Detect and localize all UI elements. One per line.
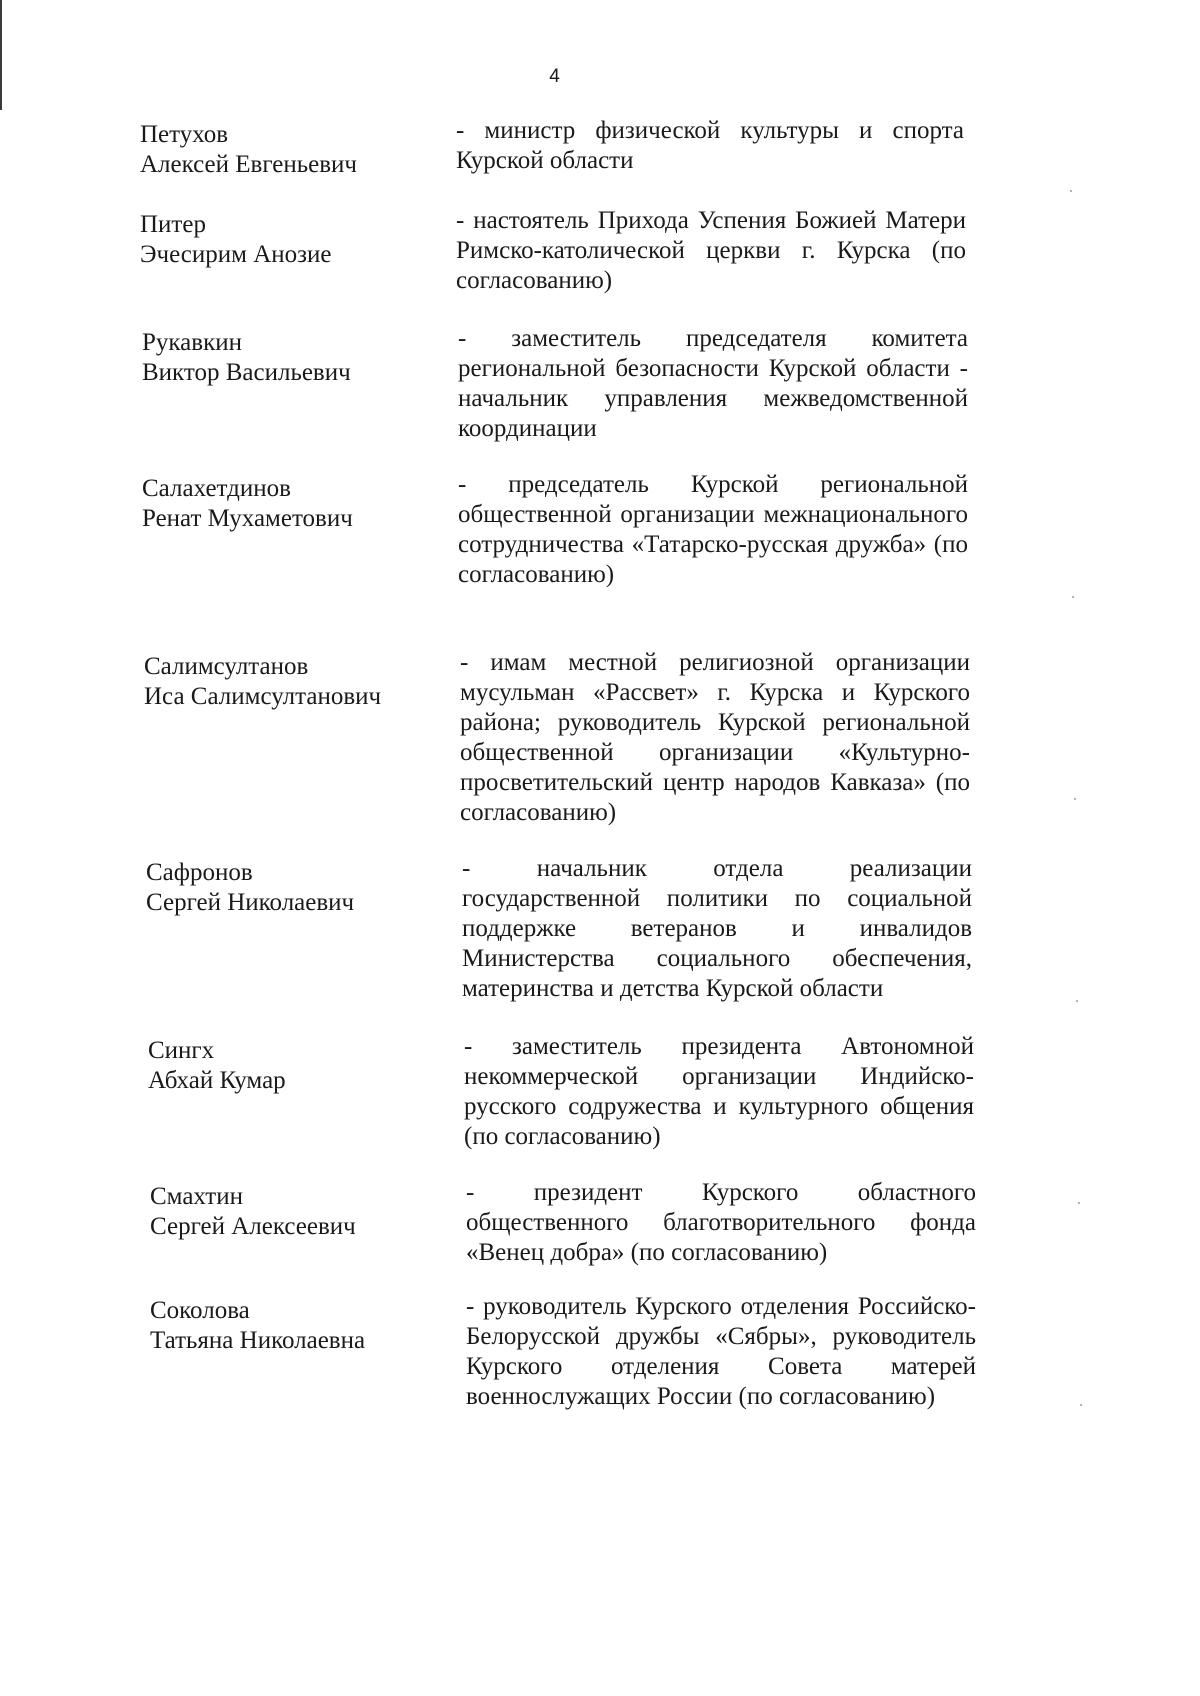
member-name — [142, 474, 442, 534]
member-given-names: Алексей Евгеньевич — [140, 151, 358, 178]
scan-speck — [1078, 1202, 1080, 1204]
member-position: - заместитель председателя комитета региональной безопасности Курской области - начальник управления межведомственной координации — [458, 325, 968, 442]
scan-speck — [1080, 1404, 1082, 1406]
member-name — [142, 328, 442, 388]
scan-edge-mark — [0, 0, 2, 110]
member-surname: Салимсултанов — [144, 653, 309, 680]
member-surname: Питер — [140, 211, 206, 238]
member-name — [150, 1182, 450, 1242]
member-name — [144, 652, 444, 712]
scan-speck — [1070, 190, 1072, 192]
member-surname: Салахетдинов — [142, 475, 291, 502]
member-name — [148, 1036, 448, 1096]
member-given-names: Татьяна Николаевна — [150, 1327, 366, 1354]
member-position: - настоятель Прихода Успения Божией Матери Римско-католической церкви г. Курска (по согласованию) — [456, 207, 966, 294]
member-surname: Соколова — [150, 1297, 250, 1324]
member-position: - министр физической культуры и спорта Курской области — [456, 117, 964, 174]
page-number: 4 — [549, 66, 560, 87]
member-given-names: Абхай Кумар — [148, 1067, 286, 1094]
member-given-names: Эчесирим Анозие — [140, 241, 332, 268]
member-surname: Петухов — [140, 121, 229, 148]
scan-speck — [1072, 596, 1074, 598]
member-name — [140, 120, 440, 180]
member-position: - заместитель президента Автономной некоммерческой организации Индийско-русского содружества и культурного общения (по согласованию) — [464, 1033, 974, 1150]
scan-speck — [1074, 798, 1076, 800]
member-surname: Сингх — [148, 1037, 215, 1064]
member-name — [140, 210, 440, 270]
member-position: - председатель Курской региональной общественной организации межнационального сотрудничества «Татарско-русская дружба» (по согласованию) — [458, 471, 968, 588]
member-name — [146, 858, 446, 918]
member-given-names: Сергей Алексеевич — [150, 1213, 356, 1240]
member-position: - имам местной религиозной организации мусульман «Рассвет» г. Курска и Курского района; руководитель Курской региональной общественной организации «Культурно-просветительский центр народов Кавказа» (по согласованию) — [460, 649, 970, 826]
member-surname: Смахтин — [150, 1183, 243, 1210]
member-surname: Сафронов — [146, 859, 253, 886]
member-position: - президент Курского областного общественного благотворительного фонда «Венец добра» (по согласованию) — [466, 1179, 976, 1266]
member-position: - руководитель Курского отделения Российско-Белорусской дружбы «Сябры», руководитель Курского отделения Совета матерей военнослужащих России (по согласованию) — [466, 1293, 976, 1410]
scan-speck — [1076, 1000, 1078, 1002]
member-given-names: Иса Салимсултанович — [144, 683, 382, 710]
member-position: - начальник отдела реализации государственной политики по социальной поддержке ветеранов и инвалидов Министерства социального обеспечения, материнства и детства Курской области — [462, 855, 972, 1002]
member-given-names: Сергей Николаевич — [146, 889, 355, 916]
member-name — [150, 1296, 450, 1356]
member-surname: Рукавкин — [142, 329, 242, 356]
member-given-names: Ренат Мухаметович — [142, 505, 353, 532]
member-given-names: Виктор Васильевич — [142, 359, 351, 386]
